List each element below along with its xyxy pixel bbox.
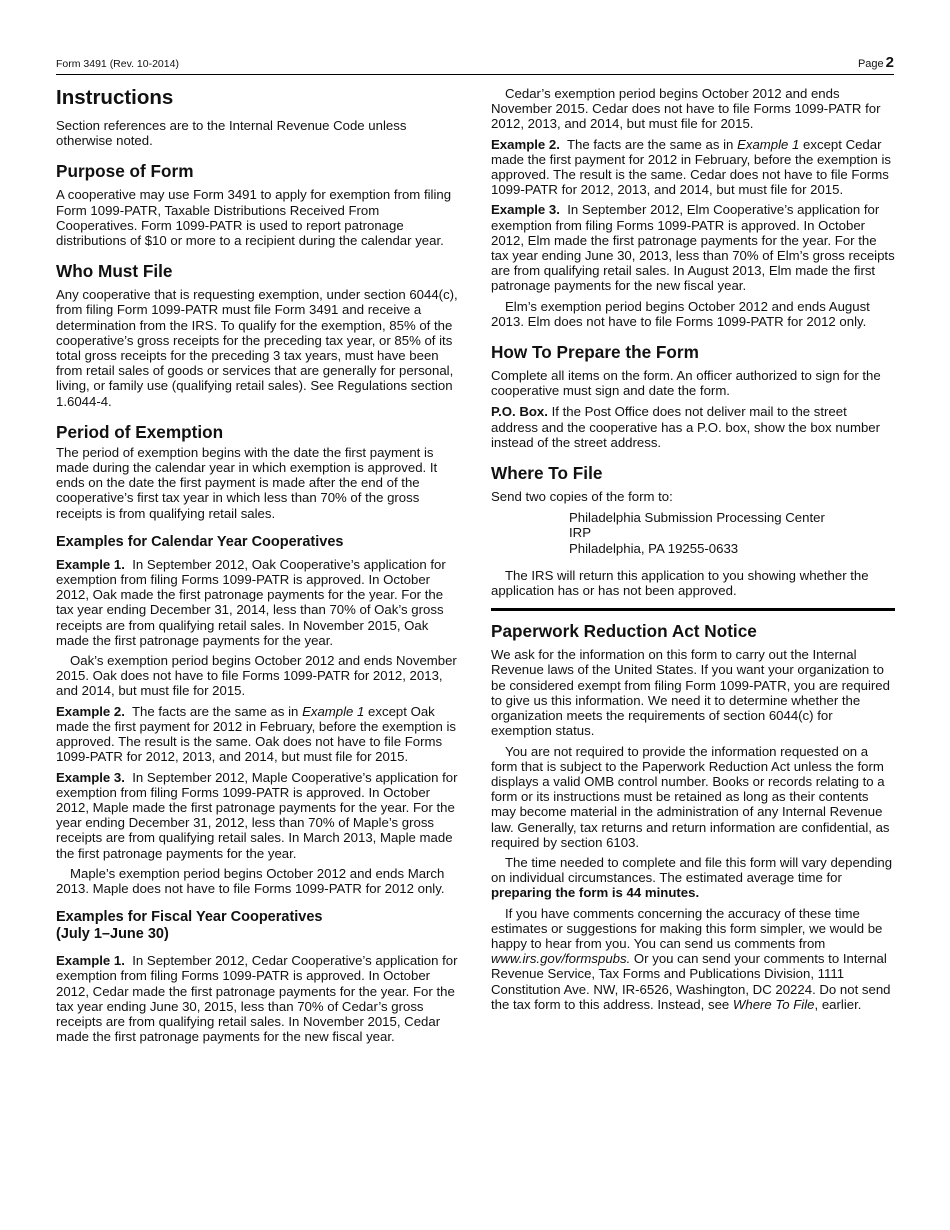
form-id: Form 3491 (Rev. 10-2014) [56,58,179,70]
page-header [56,56,894,75]
calendar-example-3 [56,770,460,861]
page-number [858,54,894,71]
pra-paragraph-2: You are not required to provide the information requested on a form that is subject to the Paperwork Reduction Act unless the form displays a valid OMB control number. Books or records relating to a form or its instructions must be retained as long as their contents may become material in the administration of any Internal Revenue law. Generally, tax returns and return information are confidential, as required by section 6103. [491,743,890,850]
fiscal-example-3 [491,202,895,293]
example-label: Example 2. [491,136,560,152]
pra-url: www.irs.gov/formspubs. [491,951,631,967]
example-text: In September 2012, Maple Cooperative’s application for exemption from filing Forms 1099-PATR is approved. In October 2012, Maple made the first patronage payments for the year. For the year ending December 31, 2012, less than 70% of Maple’s gross receipts are from qualifying retail sales. In March 2013, Maple made the first patronage payments for the year. [56,769,458,861]
example-text: except Oak made the first payment for 2012 in February, before the exemption is approved. The result is the same. Oak does not have to file Forms 1099-PATR for 2012, 2013, and 2014, but must file for 2015. [56,703,456,765]
example-reference: Example 1 [302,703,365,719]
fiscal-heading-line-1: Examples for Fiscal Year Cooperatives [56,909,323,926]
section-divider [491,608,895,611]
pra-text: The time needed to complete and file this form will vary depending on individual circumstances. The estimated average time for [491,854,893,886]
example-label: Example 2. [56,703,125,719]
fiscal-example-2 [491,137,895,198]
return-text: The IRS will return this application to you showing whether the application has or has not been approved. [491,567,869,599]
pra-reference: Where To File [732,996,815,1012]
example-text: The facts are the same as in [567,136,734,152]
pra-text: Or you can send your comments to Internal Revenue Service, Tax Forms and Publications Division, 1111 Constitution Ave. NW, IR-6526, Washington, DC 20224. Do not send the tax form to this address. Instead, see [491,951,891,1012]
period-heading: Period of Exemption [56,421,224,442]
fiscal-example-1-period: Cedar’s exemption period begins October 2012 and ends November 2015. Cedar does not have to file Forms 1099-PATR for 2012, 2013, and 2014, but must file for 2015. [491,86,881,132]
example-text: The facts are the same as in [132,703,299,719]
pobox-label: P.O. Box. [491,404,548,420]
example-label: Example 1. [56,556,125,572]
fiscal-heading-line-2: (July 1–June 30) [56,926,169,943]
example-text: In September 2012, Cedar Cooperative’s application for exemption from filing Forms 1099-PATR is approved. In October 2012, Cedar made the first patronage payments for the year. For the tax year ending June 30, 2015, less than 70% of Cedar’s gross receipts are from qualifying retail sales. In November 2015, Cedar made the first patronage payments for the new fiscal year. [56,953,458,1045]
example-label: Example 3. [491,202,560,218]
calendar-example-1 [56,557,460,648]
pobox-text [491,404,895,450]
example-reference: Example 1 [737,136,800,152]
prepare-text: Complete all items on the form. An officer authorized to sign for the cooperative must sign and date the form. [491,368,881,399]
pra-paragraph-1: We ask for the information on this form to carry out the Internal Revenue laws of the United States. If you want your organization to be considered exempt from filing Form 1099-PATR, you are required to give us this information. We need it to determine whether the organization meets the requirements of section 6044(c) for exemption status. [491,647,890,739]
pobox-body: If the Post Office does not deliver mail to the street address and the cooperative has a P.O. box, show the box number instead of the street address. [491,404,881,450]
purpose-text: A cooperative may use Form 3491 to apply for exemption from filing Form 1099-PATR, Taxable Distributions Received From Cooperatives. Form 1099-PATR is used to report patronage distributions of $10 or more to a recipient during the calendar year. [56,187,452,249]
address-line: IRP [569,525,591,541]
page-title: Instructions [56,86,174,109]
left-column [56,86,460,1049]
pra-paragraph-3 [491,855,895,901]
right-column [491,86,895,1017]
fiscal-examples-heading [56,909,460,943]
who-heading: Who Must File [56,261,173,282]
mailing-address [569,510,895,556]
fiscal-example-3-period: Elm’s exemption period begins October 2012 and ends August 2013. Elm does not have to file Forms 1099-PATR for 2012 only. [491,298,870,329]
pra-text: , earlier. [814,996,862,1012]
address-line: Philadelphia Submission Processing Center [569,510,825,526]
pra-bold-text: preparing the form is 44 minutes. [491,885,700,901]
page-label: Page [857,58,884,70]
example-label: Example 1. [56,953,125,969]
where-heading: Where To File [491,463,603,484]
pra-heading: Paperwork Reduction Act Notice [491,621,757,642]
where-text: Send two copies of the form to: [491,489,673,505]
calendar-example-1-period: Oak’s exemption period begins October 2012 and ends November 2015. Oak does not have to file Forms 1099-PATR for 2012, 2013, and 2014, but must file for 2015. [56,653,457,699]
example-text: In September 2012, Elm Cooperative’s application for exemption from filing Forms 1099-PATR is approved. In October 2012, Elm made the first patronage payments for the year. For the tax year ending June 30, 2013, less than 70% of Elm’s gross receipts are from qualifying retail sales. In August 2013, Elm made the first patronage payments for the new fiscal year. [491,202,895,294]
pra-text: If you have comments concerning the accuracy of these time estimates or suggestions for making this form simpler, we would be happy to hear from you. You can send us comments from [491,905,883,951]
purpose-heading: Purpose of Form [56,161,194,182]
period-text: The period of exemption begins with the date the first payment is made during the calendar year in which exemption is approved. It ends on the date the first payment is made after the end of the cooperative’s first tax year in which less than 70% of the gross receipts is from qualifying retail sales. [56,444,438,521]
pra-paragraph-4 [491,906,895,1012]
calendar-example-3-period: Maple’s exemption period begins October 2012 and ends March 2013. Maple does not have to file Forms 1099-PATR for 2012 only. [56,865,445,896]
page-number-value: 2 [885,54,894,71]
prepare-heading: How To Prepare the Form [491,342,699,363]
intro-text: Section references are to the Internal Revenue Code unless otherwise noted. [56,118,407,149]
address-line: Philadelphia, PA 19255-0633 [569,540,739,556]
calendar-example-2 [56,704,460,765]
example-text: except Cedar made the first payment for 2012 in February, before the exemption is approved. The result is the same. Cedar does not have to file Forms 1099-PATR for 2012, 2013, and 2014, but must file for 2015. [491,136,891,198]
who-text: Any cooperative that is requesting exemption, under section 6044(c), from filing Form 1099-PATR must file Form 3491 and receive a determination from the IRS. To qualify for the exemption, 85% of the cooperative’s gross receipts for the preceding tax year, or 85% of its total gross receipts for the preceding 3 tax years, must have been from retail sales of goods or services that are generally for personal, living, or family use (qualifying retail sales). See Regulations section 1.6044-4. [56,287,458,409]
example-label: Example 3. [56,769,125,785]
example-text: In September 2012, Oak Cooperative’s application for exemption from filing Forms 1099-PATR is approved. In October 2012, Oak made the first patronage payments for the year. For the tax year ending December 31, 2014, less than 70% of Oak’s gross receipts are from qualifying retail sales. In November 2015, Oak made the first patronage payments for the year. [56,556,446,648]
fiscal-example-1 [56,953,460,1044]
calendar-examples-heading: Examples for Calendar Year Cooperatives [56,533,344,550]
